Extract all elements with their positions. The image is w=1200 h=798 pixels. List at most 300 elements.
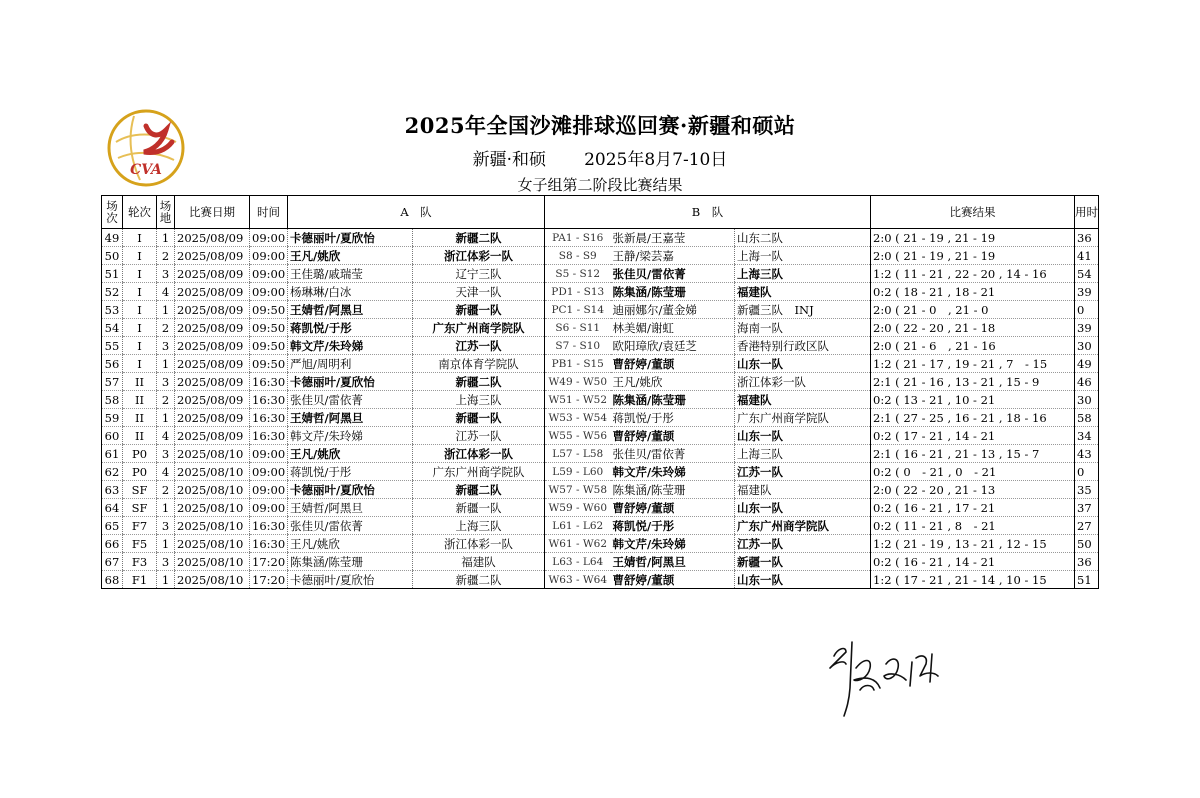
team-a-name-cell: 新疆二队 (413, 571, 545, 589)
seed-a: L61 (552, 519, 573, 532)
seed-cell: S5 - S12 (545, 265, 611, 283)
result-cell: 2:1 ( 16 - 21 , 21 - 13 , 15 - 7 (871, 445, 1075, 463)
table-row (102, 283, 1099, 301)
seed-b: L60 (582, 465, 604, 478)
round-cell: I (123, 319, 157, 337)
seed-a: S6 (555, 321, 570, 334)
table-row (102, 481, 1099, 499)
seed-cell: L59 - L60 (545, 463, 611, 481)
duration-cell: 27 (1075, 517, 1099, 535)
seed-a: S8 (558, 249, 573, 262)
team-b-players-cell: 张佳贝/雷依菁 (611, 445, 735, 463)
seed-a: L63 (552, 555, 573, 568)
team-a-players-cell: 卡德丽叶/夏欣怡 (288, 229, 413, 247)
seed-a: PA1 (552, 231, 573, 244)
seed-b: S14 (583, 303, 605, 316)
team-b-players-cell: 曹舒婷/董颉 (611, 355, 735, 373)
team-a-players-cell: 王佳璐/戚瑞莹 (288, 265, 413, 283)
team-b-players-cell: 陈集涵/陈莹珊 (611, 391, 735, 409)
seed-a: W49 (548, 375, 573, 388)
time-cell: 09:00 (250, 229, 288, 247)
court-cell: 2 (157, 247, 175, 265)
result-cell: 0:2 ( 17 - 21 , 14 - 21 (871, 427, 1075, 445)
time-cell: 16:30 (250, 427, 288, 445)
team-b-players-cell: 林美媚/谢虹 (611, 319, 735, 337)
seed-b: S10 (579, 339, 601, 352)
page-title: 2025年全国沙滩排球巡回赛·新疆和硕站 (404, 113, 796, 138)
court-cell: 1 (157, 301, 175, 319)
court-cell: 3 (157, 373, 175, 391)
time-cell: 16:30 (250, 517, 288, 535)
team-a-name-cell: 浙江体彩一队 (413, 247, 545, 265)
header-result: 比赛结果 (871, 196, 1075, 229)
seed-cell: W61 - W62 (545, 535, 611, 553)
round-cell: II (123, 373, 157, 391)
date-cell: 2025/08/10 (175, 553, 250, 571)
seed-cell: S6 - S11 (545, 319, 611, 337)
table-row (102, 355, 1099, 373)
seed-cell: S7 - S10 (545, 337, 611, 355)
seed-b: W60 (582, 501, 608, 514)
seed-a: L59 (552, 465, 573, 478)
date-cell: 2025/08/09 (175, 283, 250, 301)
seed-b: L62 (582, 519, 604, 532)
team-a-players-cell: 王凡/姚欣 (288, 535, 413, 553)
time-cell: 09:00 (250, 463, 288, 481)
team-a-name-cell: 浙江体彩一队 (413, 445, 545, 463)
date-cell: 2025/08/09 (175, 247, 250, 265)
team-a-name-cell: 辽宁三队 (413, 265, 545, 283)
header-team-a: A 队 (288, 196, 545, 229)
logo-text: CVA (130, 162, 162, 178)
seed-b: W54 (582, 411, 608, 424)
team-b-name-cell: 广东广州商学院队 (735, 517, 871, 535)
team-b-name-cell: 江苏一队 (735, 463, 871, 481)
team-b-players-cell: 曹舒婷/董颉 (611, 427, 735, 445)
seed-b: W50 (582, 375, 608, 388)
time-cell: 16:30 (250, 409, 288, 427)
team-a-players-cell: 王凡/姚欣 (288, 247, 413, 265)
team-b-name-cell: 海南一队 (735, 319, 871, 337)
match-no-cell: 68 (102, 571, 123, 589)
match-no-cell: 65 (102, 517, 123, 535)
duration-cell: 39 (1075, 283, 1099, 301)
seed-a: S7 (555, 339, 570, 352)
round-cell: II (123, 427, 157, 445)
seed-b: S16 (582, 231, 604, 244)
time-cell: 09:00 (250, 247, 288, 265)
team-a-name-cell: 上海三队 (413, 517, 545, 535)
table-row (102, 265, 1099, 283)
team-b-players-cell: 张新晨/王嘉莹 (611, 229, 735, 247)
time-cell: 16:30 (250, 535, 288, 553)
team-a-name-cell: 广东广州商学院队 (413, 319, 545, 337)
time-cell: 09:50 (250, 355, 288, 373)
court-cell: 4 (157, 283, 175, 301)
seed-cell: L63 - L64 (545, 553, 611, 571)
table-row (102, 571, 1099, 589)
seed-a: W53 (548, 411, 573, 424)
seed-a: S5 (555, 267, 570, 280)
seed-cell: W49 - W50 (545, 373, 611, 391)
seed-cell: W63 - W64 (545, 571, 611, 589)
seed-a: PD1 (551, 285, 574, 298)
duration-cell: 50 (1075, 535, 1099, 553)
match-no-cell: 52 (102, 283, 123, 301)
seed-cell: W57 - W58 (545, 481, 611, 499)
result-cell: 2:0 ( 22 - 20 , 21 - 18 (871, 319, 1075, 337)
result-cell: 0:2 ( 18 - 21 , 18 - 21 (871, 283, 1075, 301)
team-a-name-cell: 江苏一队 (413, 337, 545, 355)
court-cell: 1 (157, 355, 175, 373)
seed-cell: L61 - L62 (545, 517, 611, 535)
result-cell: 2:0 ( 21 - 0 , 21 - 0 (871, 301, 1075, 319)
duration-cell: 0 (1075, 463, 1099, 481)
seed-b: W56 (582, 429, 608, 442)
team-a-players-cell: 韩文芹/朱玲娣 (288, 427, 413, 445)
team-b-players-cell: 王静/梁芸嘉 (611, 247, 735, 265)
results-subtitle: 女子组第二阶段比赛结果 (517, 176, 683, 194)
match-no-cell: 51 (102, 265, 123, 283)
team-a-name-cell: 浙江体彩一队 (413, 535, 545, 553)
team-b-players-cell: 王婧哲/阿黑旦 (611, 553, 735, 571)
team-b-name-cell: 山东一队 (735, 571, 871, 589)
team-a-name-cell: 新疆二队 (413, 373, 545, 391)
date-cell: 2025/08/09 (175, 409, 250, 427)
result-cell: 0:2 ( 0 - 21 , 0 - 21 (871, 463, 1075, 481)
team-b-name-cell: 上海三队 (735, 265, 871, 283)
header-team-b: B 队 (545, 196, 871, 229)
seed-b: S9 (582, 249, 597, 262)
table-row (102, 553, 1099, 571)
match-no-cell: 56 (102, 355, 123, 373)
team-b-name-cell: 山东一队 (735, 355, 871, 373)
table-row (102, 427, 1099, 445)
duration-cell: 0 (1075, 301, 1099, 319)
seed-a: W63 (548, 573, 573, 586)
team-b-name-cell: 浙江体彩一队 (735, 373, 871, 391)
date-cell: 2025/08/09 (175, 337, 250, 355)
date-cell: 2025/08/09 (175, 265, 250, 283)
result-cell: 0:2 ( 16 - 21 , 17 - 21 (871, 499, 1075, 517)
court-cell: 2 (157, 319, 175, 337)
team-b-name-cell: 山东一队 (735, 427, 871, 445)
round-cell: II (123, 409, 157, 427)
duration-cell: 37 (1075, 499, 1099, 517)
table-row (102, 409, 1099, 427)
time-cell: 16:30 (250, 391, 288, 409)
seed-a: W51 (548, 393, 573, 406)
team-a-players-cell: 严旭/周明利 (288, 355, 413, 373)
match-no-cell: 66 (102, 535, 123, 553)
date-cell: 2025/08/09 (175, 355, 250, 373)
time-cell: 09:00 (250, 481, 288, 499)
seed-b: L64 (582, 555, 604, 568)
team-b-name-cell: 香港特别行政区队 (735, 337, 871, 355)
team-a-players-cell: 卡德丽叶/夏欣怡 (288, 373, 413, 391)
time-cell: 09:00 (250, 499, 288, 517)
date-cell: 2025/08/10 (175, 445, 250, 463)
team-a-players-cell: 陈集涵/陈莹珊 (288, 553, 413, 571)
round-cell: SF (123, 481, 157, 499)
team-a-players-cell: 王婧哲/阿黑旦 (288, 409, 413, 427)
team-a-players-cell: 张佳贝/雷依菁 (288, 391, 413, 409)
seed-cell: W55 - W56 (545, 427, 611, 445)
team-a-name-cell: 新疆一队 (413, 499, 545, 517)
round-cell: F1 (123, 571, 157, 589)
team-a-name-cell: 上海三队 (413, 391, 545, 409)
court-cell: 1 (157, 571, 175, 589)
team-b-players-cell: 韩文芹/朱玲娣 (611, 463, 735, 481)
seed-cell: W53 - W54 (545, 409, 611, 427)
duration-cell: 39 (1075, 319, 1099, 337)
header-court: 场地 (157, 196, 175, 229)
team-b-players-cell: 蒋凯悦/于彤 (611, 517, 735, 535)
team-a-players-cell: 韩文芹/朱玲娣 (288, 337, 413, 355)
round-cell: I (123, 265, 157, 283)
team-b-name-cell: 福建队 (735, 391, 871, 409)
table-row (102, 463, 1099, 481)
court-cell: 1 (157, 229, 175, 247)
header-duration: 用时 (1075, 196, 1099, 229)
table-row (102, 337, 1099, 355)
result-cell: 2:0 ( 21 - 19 , 21 - 19 (871, 229, 1075, 247)
result-cell: 2:0 ( 21 - 19 , 21 - 19 (871, 247, 1075, 265)
team-a-players-cell: 蒋凯悦/于彤 (288, 319, 413, 337)
date-cell: 2025/08/09 (175, 373, 250, 391)
result-cell: 1:2 ( 11 - 21 , 22 - 20 , 14 - 16 (871, 265, 1075, 283)
team-b-name-cell: 山东二队 (735, 229, 871, 247)
team-a-players-cell: 卡德丽叶/夏欣怡 (288, 481, 413, 499)
court-cell: 4 (157, 427, 175, 445)
seed-cell: S8 - S9 (545, 247, 611, 265)
team-b-name-cell: 上海三队 (735, 445, 871, 463)
court-cell: 3 (157, 445, 175, 463)
duration-cell: 41 (1075, 247, 1099, 265)
result-cell: 0:2 ( 11 - 21 , 8 - 21 (871, 517, 1075, 535)
duration-cell: 36 (1075, 553, 1099, 571)
seed-cell: W59 - W60 (545, 499, 611, 517)
date-cell: 2025/08/09 (175, 391, 250, 409)
date-cell: 2025/08/10 (175, 517, 250, 535)
team-a-name-cell: 新疆一队 (413, 301, 545, 319)
team-a-players-cell: 张佳贝/雷依菁 (288, 517, 413, 535)
match-no-cell: 59 (102, 409, 123, 427)
team-b-players-cell: 曹舒婷/董颉 (611, 571, 735, 589)
team-a-players-cell: 卡德丽叶/夏欣怡 (288, 571, 413, 589)
match-no-cell: 49 (102, 229, 123, 247)
seed-b: W52 (582, 393, 608, 406)
table-row (102, 229, 1099, 247)
seed-b: S13 (583, 285, 605, 298)
seed-a: L57 (552, 447, 573, 460)
table-row (102, 499, 1099, 517)
team-a-name-cell: 广东广州商学院队 (413, 463, 545, 481)
team-b-name-cell: 广东广州商学院队 (735, 409, 871, 427)
time-cell: 09:00 (250, 283, 288, 301)
table-row (102, 391, 1099, 409)
date-cell: 2025/08/10 (175, 499, 250, 517)
result-cell: 2:1 ( 27 - 25 , 16 - 21 , 18 - 16 (871, 409, 1075, 427)
table-row (102, 373, 1099, 391)
team-a-name-cell: 新疆二队 (413, 229, 545, 247)
team-b-players-cell: 韩文芹/朱玲娣 (611, 535, 735, 553)
round-cell: I (123, 355, 157, 373)
duration-cell: 58 (1075, 409, 1099, 427)
header-time: 时间 (250, 196, 288, 229)
time-cell: 17:20 (250, 553, 288, 571)
match-no-cell: 53 (102, 301, 123, 319)
seed-cell: PB1 - S15 (545, 355, 611, 373)
time-cell: 09:50 (250, 301, 288, 319)
seed-cell: PA1 - S16 (545, 229, 611, 247)
team-a-players-cell: 王凡/姚欣 (288, 445, 413, 463)
match-no-cell: 62 (102, 463, 123, 481)
round-cell: I (123, 337, 157, 355)
match-no-cell: 67 (102, 553, 123, 571)
court-cell: 3 (157, 265, 175, 283)
team-b-players-cell: 曹舒婷/董颉 (611, 499, 735, 517)
team-b-name-cell: 福建队 (735, 481, 871, 499)
round-cell: P0 (123, 463, 157, 481)
location-date-line (0, 145, 1200, 170)
round-cell: F7 (123, 517, 157, 535)
seed-a: W59 (548, 501, 573, 514)
round-cell: P0 (123, 445, 157, 463)
team-b-players-cell: 蒋凯悦/于彤 (611, 409, 735, 427)
seed-cell: W51 - W52 (545, 391, 611, 409)
time-cell: 17:20 (250, 571, 288, 589)
seed-b: W62 (582, 537, 608, 550)
date-cell: 2025/08/09 (175, 229, 250, 247)
court-cell: 4 (157, 463, 175, 481)
location: 新疆·和硕 (472, 150, 547, 170)
team-b-name-cell: 福建队 (735, 283, 871, 301)
date-cell: 2025/08/10 (175, 535, 250, 553)
table-row (102, 301, 1099, 319)
team-b-name-cell: 上海一队 (735, 247, 871, 265)
team-b-players-cell: 迪丽娜尔/董金娣 (611, 301, 735, 319)
round-cell: F5 (123, 535, 157, 553)
result-cell: 1:2 ( 21 - 19 , 13 - 21 , 12 - 15 (871, 535, 1075, 553)
team-b-players-cell: 王凡/姚欣 (611, 373, 735, 391)
seed-b: S12 (579, 267, 601, 280)
seed-a: PC1 (551, 303, 574, 316)
team-a-name-cell: 福建队 (413, 553, 545, 571)
table-row (102, 247, 1099, 265)
date-cell: 2025/08/10 (175, 463, 250, 481)
team-a-name-cell: 天津一队 (413, 283, 545, 301)
result-cell: 2:1 ( 21 - 16 , 13 - 21 , 15 - 9 (871, 373, 1075, 391)
time-cell: 09:50 (250, 319, 288, 337)
court-cell: 3 (157, 553, 175, 571)
team-a-name-cell: 江苏一队 (413, 427, 545, 445)
duration-cell: 49 (1075, 355, 1099, 373)
event-dates: 2025年8月7-10日 (584, 150, 728, 170)
header-match-no: 场次 (102, 196, 123, 229)
match-no-cell: 58 (102, 391, 123, 409)
duration-cell: 51 (1075, 571, 1099, 589)
date-cell: 2025/08/09 (175, 319, 250, 337)
time-cell: 09:50 (250, 337, 288, 355)
seed-cell: PC1 - S14 (545, 301, 611, 319)
seed-b: L58 (582, 447, 604, 460)
match-no-cell: 50 (102, 247, 123, 265)
time-cell: 16:30 (250, 373, 288, 391)
seed-a: W55 (548, 429, 573, 442)
duration-cell: 35 (1075, 481, 1099, 499)
match-no-cell: 54 (102, 319, 123, 337)
duration-cell: 36 (1075, 229, 1099, 247)
court-cell: 2 (157, 391, 175, 409)
table-row (102, 535, 1099, 553)
court-cell: 1 (157, 409, 175, 427)
team-a-players-cell: 王婧哲/阿黑旦 (288, 301, 413, 319)
result-cell: 1:2 ( 17 - 21 , 21 - 14 , 10 - 15 (871, 571, 1075, 589)
court-cell: 2 (157, 481, 175, 499)
team-b-players-cell: 欧阳璋欣/袁廷芝 (611, 337, 735, 355)
result-cell: 0:2 ( 13 - 21 , 10 - 21 (871, 391, 1075, 409)
result-cell: 2:0 ( 22 - 20 , 21 - 13 (871, 481, 1075, 499)
team-b-players-cell: 张佳贝/雷依菁 (611, 265, 735, 283)
time-cell: 09:00 (250, 445, 288, 463)
seed-a: W61 (548, 537, 573, 550)
match-no-cell: 63 (102, 481, 123, 499)
duration-cell: 30 (1075, 337, 1099, 355)
seed-a: W57 (548, 483, 573, 496)
signature (820, 628, 960, 724)
round-cell: I (123, 283, 157, 301)
table-row (102, 445, 1099, 463)
team-b-name-cell: 山东一队 (735, 499, 871, 517)
seed-b: S15 (583, 357, 604, 370)
result-cell: 2:0 ( 21 - 6 , 21 - 16 (871, 337, 1075, 355)
match-no-cell: 64 (102, 499, 123, 517)
team-b-name-cell: 江苏一队 (735, 535, 871, 553)
round-cell: I (123, 229, 157, 247)
table-row (102, 319, 1099, 337)
duration-cell: 54 (1075, 265, 1099, 283)
team-b-name-cell: 新疆三队 INJ (735, 301, 871, 319)
seed-b: S11 (579, 321, 601, 334)
header-date: 比赛日期 (175, 196, 250, 229)
team-a-players-cell: 杨琳琳/白冰 (288, 283, 413, 301)
round-cell: SF (123, 499, 157, 517)
duration-cell: 43 (1075, 445, 1099, 463)
match-no-cell: 61 (102, 445, 123, 463)
seed-a: PB1 (551, 357, 574, 370)
date-cell: 2025/08/10 (175, 571, 250, 589)
team-a-players-cell: 王婧哲/阿黑旦 (288, 499, 413, 517)
round-cell: I (123, 247, 157, 265)
team-b-players-cell: 陈集涵/陈莹珊 (611, 283, 735, 301)
result-cell: 0:2 ( 16 - 21 , 14 - 21 (871, 553, 1075, 571)
team-b-name-cell: 新疆一队 (735, 553, 871, 571)
team-a-players-cell: 蒋凯悦/于彤 (288, 463, 413, 481)
duration-cell: 34 (1075, 427, 1099, 445)
court-cell: 1 (157, 499, 175, 517)
match-no-cell: 60 (102, 427, 123, 445)
duration-cell: 46 (1075, 373, 1099, 391)
result-cell: 1:2 ( 21 - 17 , 19 - 21 , 7 - 15 (871, 355, 1075, 373)
date-cell: 2025/08/09 (175, 427, 250, 445)
table-row (102, 517, 1099, 535)
court-cell: 3 (157, 517, 175, 535)
team-a-name-cell: 南京体育学院队 (413, 355, 545, 373)
round-cell: I (123, 301, 157, 319)
round-cell: F3 (123, 553, 157, 571)
date-cell: 2025/08/10 (175, 481, 250, 499)
